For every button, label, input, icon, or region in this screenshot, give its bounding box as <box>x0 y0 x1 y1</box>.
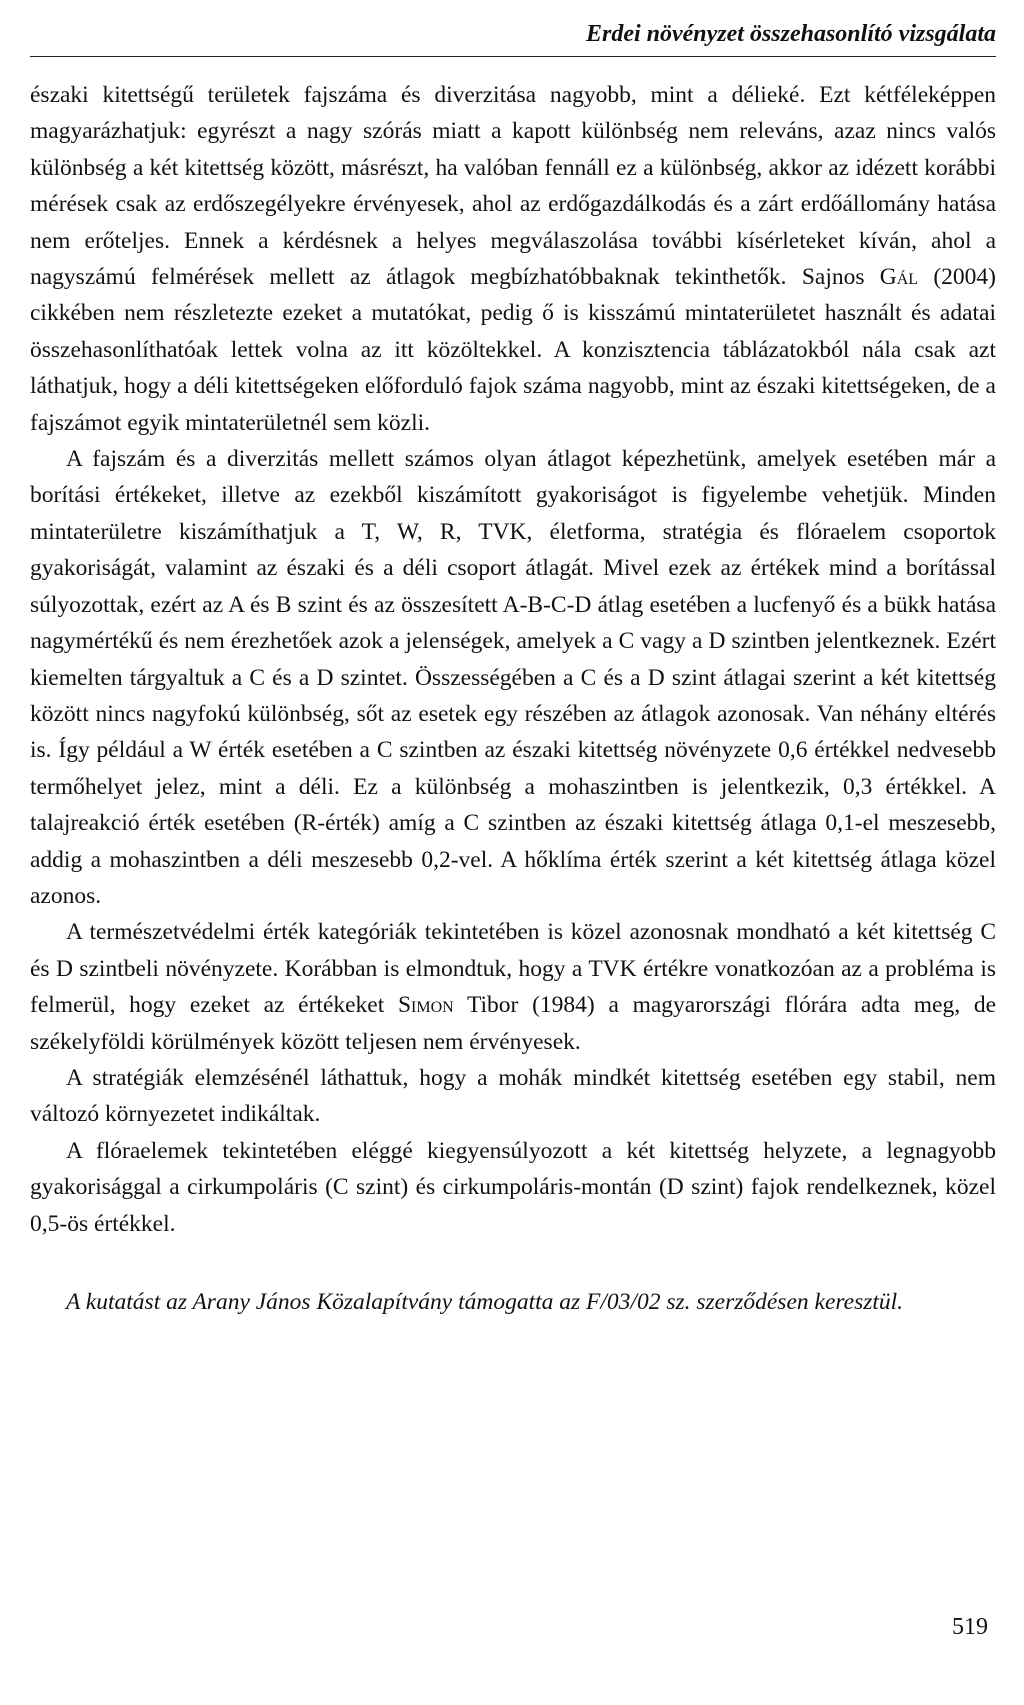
author-name: Simon <box>397 992 454 1019</box>
acknowledgement: A kutatást az Arany János Közalapítvány támogatta az F/03/02 sz. szerződésen keresztül. <box>66 1289 904 1315</box>
page <box>30 18 996 1320</box>
paragraph <box>30 441 996 914</box>
text-run: A természetvédelmi érték kategóriák tekintetében is közel azonosnak mondható a két kitettség C és D szintbeli növényzete. Korábban is elmondtuk, hogy a TVK értékre vonatkozóan az a probléma is felmerül, hogy ezeket az értékeket <box>30 919 996 1019</box>
running-header: Erdei növényzet összehasonlító vizsgálata <box>30 18 996 57</box>
body-text <box>30 77 996 1242</box>
text-run: (2004) cikkében nem részletezte ezeket a mutatókat, pedig ő is kisszámú mintaterületet használt és adatai összehasonlíthatóak lettek volna az itt közöltekkel. A konzisztencia táblázatokból nála csak azt láthatjuk, hogy a déli kitettségeken előforduló fajok száma nagyobb, mint az északi kitettségeken, de a fajszámot egyik mintaterületnél sem közli. <box>30 264 997 436</box>
text-run: A stratégiák elemzésénél láthattuk, hogy a mohák mindkét kitettség esetében egy stabil, nem változó környezetet indikáltak. <box>30 1064 996 1128</box>
paragraph <box>30 1133 996 1242</box>
paragraph <box>30 1060 996 1133</box>
text-run: A flóraelemek tekintetében eléggé kiegyensúlyozott a két kitettség helyzete, a legnagyobb gyakorisággal a cirkumpoláris (C szint) és cirkumpoláris-montán (D szint) fajok rendelkeznek, közel 0,5-ös értékkel. <box>30 1137 996 1237</box>
text-run: Tibor (1984) a magyarországi flórára adta meg, de székelyföldi körülmények között teljesen nem érvényesek. <box>30 992 997 1055</box>
text-run: A fajszám és a diverzitás mellett számos olyan átlagot képezhetünk, amelyek esetében már a borítási értékeket, illetve az ezekből kiszámított gyakoriságot is figyelembe vehetjük. Minden mintaterületre kiszámíthatjuk a T, W, R, TVK, életforma, stratégia és flóraelem csoportok gyakoriságát, valamint az északi és a déli csoport átlagát. Mivel ezek az értékek mind a borítással súlyozottak, ezért az A és B szint és az összesített A-B-C-D átlag esetében a lucfenyő és a bükk hatása nagymértékű és nem érezhetőek azok a jelenségek, amelyek a C vagy a D szintben jelentkeznek. Ezért kiemelten tárgyaltuk a C és a D szintet. Összességében a C és a D szint átlagai szerint a két kitettség között nincs nagyfokú különbség, sőt az esetek egy részében az átlagok azonosak. Van néhány eltérés is. Így például a W érték esetében a C szintben az északi kitettség növényzete 0,6 értékkel nedvesebb termőhelyet jelez, mint a déli. Ez a különbség a mohaszintben is jelentkezik, 0,3 értékkel. A talajreakció érték esetében (R-érték) amíg a C szintben az északi kitettség átlaga 0,1-el meszesebb, addig a mohaszintben a déli meszesebb 0,2-vel. A hőklíma érték szerint a két kitettség átlaga közel azonos. <box>30 446 996 909</box>
paragraph <box>30 77 996 441</box>
text-run: északi kitettségű területek fajszáma és diverzitása nagyobb, mint a délieké. Ezt kétféleképpen magyarázhatjuk: egyrészt a nagy szórás miatt a kapott különbség nem releváns, azaz nincs valós különbség a két kitettség között, másrészt, ha valóban fennáll ez a különbség, akkor az idézett korábbi mérések csak az erdőszegélyekre érvényesek, ahol az erdőgazdálkodás és a zárt erdőállomány hatása nem erőteljes. Ennek a kérdésnek a helyes megválaszolása további kísérleteket kíván, ahol a nagyszámú felmérések mellett az átlagok megbízhatóbbaknak tekinthetők. Sajnos <box>30 82 996 291</box>
page-number: 519 <box>952 1614 988 1640</box>
paragraph <box>30 914 996 1060</box>
author-name: Gál <box>879 264 919 291</box>
